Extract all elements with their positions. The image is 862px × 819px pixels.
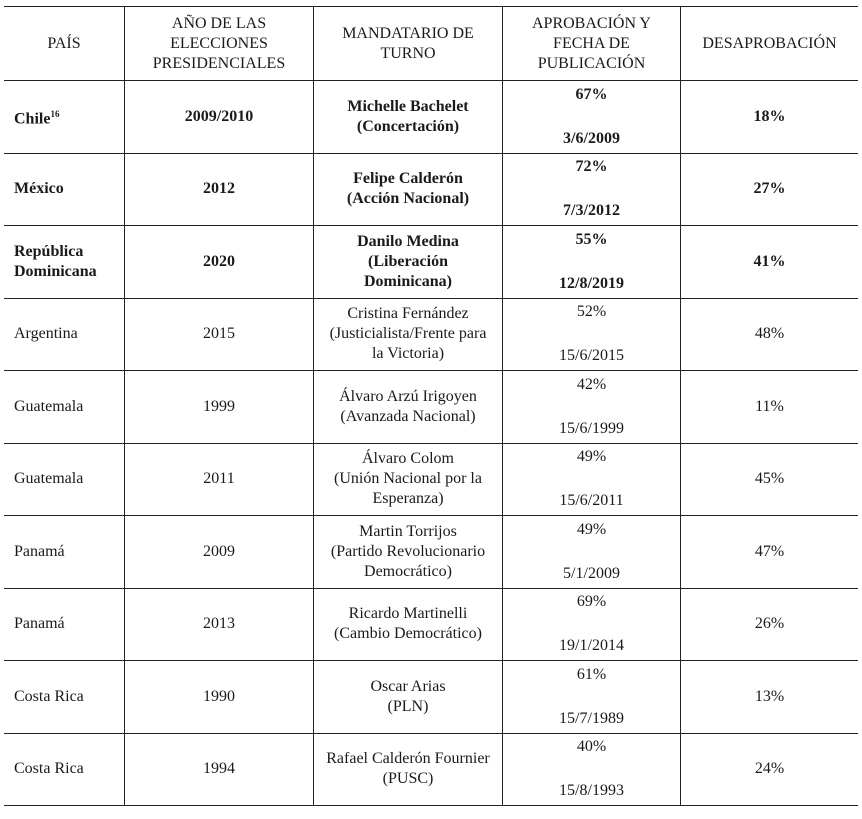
country-cell bbox=[4, 153, 125, 226]
approval-value: 67% bbox=[575, 85, 608, 103]
disapproval-cell: 47% bbox=[681, 516, 859, 589]
header-country: PAÍS bbox=[4, 7, 125, 81]
country: Panamá bbox=[14, 615, 65, 633]
leader-cell bbox=[314, 733, 503, 806]
year-cell: 2015 bbox=[125, 298, 314, 371]
leader-name: Ricardo Martinelli bbox=[348, 605, 468, 623]
disapproval-cell: 18% bbox=[681, 81, 859, 154]
approval-cell bbox=[503, 371, 681, 444]
leader-cell bbox=[314, 226, 503, 299]
leader-cell bbox=[314, 371, 503, 444]
leader-name: Cristina Fernández bbox=[347, 305, 469, 323]
publication-date: 5/1/2009 bbox=[563, 564, 620, 582]
approval-value: 52% bbox=[576, 303, 607, 321]
leader-name: Felipe Calderón bbox=[353, 170, 463, 188]
country-cell bbox=[4, 298, 125, 371]
leader-name: Michelle Bachelet bbox=[347, 97, 469, 115]
approval-value: 49% bbox=[576, 448, 607, 466]
approval-cell bbox=[503, 226, 681, 299]
approval-value: 55% bbox=[575, 230, 608, 248]
leader-cell bbox=[314, 661, 503, 734]
publication-date: 12/8/2019 bbox=[559, 274, 624, 292]
year-cell: 1999 bbox=[125, 371, 314, 444]
publication-date: 7/3/2012 bbox=[563, 202, 620, 220]
approval-value: 49% bbox=[576, 520, 607, 538]
approval-cell bbox=[503, 733, 681, 806]
approval-cell bbox=[503, 661, 681, 734]
country-cell bbox=[4, 588, 125, 661]
approval-cell bbox=[503, 443, 681, 516]
approval-cell bbox=[503, 588, 681, 661]
year-cell: 2009/2010 bbox=[125, 81, 314, 154]
disapproval-cell: 48% bbox=[681, 298, 859, 371]
election-approval-table bbox=[4, 6, 858, 806]
country: Chile bbox=[14, 110, 51, 128]
leader-cell bbox=[314, 153, 503, 226]
leader-cell bbox=[314, 443, 503, 516]
country: Costa Rica bbox=[14, 687, 84, 705]
leader-name: Danilo Medina bbox=[357, 232, 459, 250]
table-row bbox=[4, 81, 858, 154]
leader-name: Oscar Arias bbox=[370, 677, 446, 695]
leader-party: (Acción Nacional) bbox=[346, 190, 470, 208]
approval-cell bbox=[503, 298, 681, 371]
leader-cell bbox=[314, 298, 503, 371]
footnote-ref: 16 bbox=[50, 109, 60, 120]
leader-party: (Avanzada Nacional) bbox=[340, 407, 476, 425]
leader-name: Martin Torrijos bbox=[359, 522, 457, 540]
header-disapproval: DESAPROBACIÓN bbox=[681, 7, 859, 81]
year-cell: 2020 bbox=[125, 226, 314, 299]
country-cell bbox=[4, 661, 125, 734]
publication-date: 15/6/1999 bbox=[559, 419, 624, 437]
leader-party: (Unión Nacional por la Esperanza) bbox=[334, 470, 482, 508]
leader-party: (PLN) bbox=[387, 697, 429, 715]
country-cell bbox=[4, 516, 125, 589]
publication-date: 3/6/2009 bbox=[563, 129, 620, 147]
publication-date: 15/6/2015 bbox=[559, 347, 624, 365]
approval-cell bbox=[503, 516, 681, 589]
leader-name: Rafael Calderón Fournier bbox=[326, 750, 490, 768]
table-row bbox=[4, 661, 858, 734]
disapproval-cell: 41% bbox=[681, 226, 859, 299]
country: Guatemala bbox=[14, 397, 84, 415]
table-row bbox=[4, 443, 858, 516]
leader-name: Álvaro Arzú Irigoyen bbox=[339, 387, 477, 405]
approval-value: 72% bbox=[575, 158, 608, 176]
approval-value: 42% bbox=[576, 375, 607, 393]
table-row bbox=[4, 516, 858, 589]
country-cell bbox=[4, 733, 125, 806]
approval-cell bbox=[503, 153, 681, 226]
disapproval-cell: 45% bbox=[681, 443, 859, 516]
table-row bbox=[4, 733, 858, 806]
leader-party: (Partido Revolucionario Democrático) bbox=[330, 542, 486, 580]
leader-party: (Justicialista/Frente para la Victoria) bbox=[329, 325, 487, 363]
year-cell: 1994 bbox=[125, 733, 314, 806]
year-cell: 1990 bbox=[125, 661, 314, 734]
country: Panamá bbox=[14, 542, 65, 560]
table-row bbox=[4, 298, 858, 371]
leader-party: (Cambio Democrático) bbox=[334, 625, 482, 643]
publication-date: 15/7/1989 bbox=[559, 709, 624, 727]
table-row bbox=[4, 153, 858, 226]
leader-party: (PUSC) bbox=[382, 770, 434, 788]
table-row bbox=[4, 226, 858, 299]
country-cell bbox=[4, 443, 125, 516]
disapproval-cell: 27% bbox=[681, 153, 859, 226]
leader-cell bbox=[314, 516, 503, 589]
disapproval-cell: 26% bbox=[681, 588, 859, 661]
leader-party: (Liberación Dominicana) bbox=[364, 252, 452, 290]
country-cell bbox=[4, 226, 125, 299]
approval-cell bbox=[503, 81, 681, 154]
year-cell: 2011 bbox=[125, 443, 314, 516]
country-cell bbox=[4, 371, 125, 444]
country: México bbox=[14, 180, 64, 198]
disapproval-cell: 24% bbox=[681, 733, 859, 806]
table-row bbox=[4, 588, 858, 661]
table-row bbox=[4, 371, 858, 444]
approval-value: 61% bbox=[576, 665, 607, 683]
year-cell: 2013 bbox=[125, 588, 314, 661]
publication-date: 15/8/1993 bbox=[559, 782, 624, 800]
country: Guatemala bbox=[14, 470, 84, 488]
disapproval-cell: 11% bbox=[681, 371, 859, 444]
header-leader: MANDATARIO DE TURNO bbox=[314, 7, 503, 81]
disapproval-cell: 13% bbox=[681, 661, 859, 734]
publication-date: 15/6/2011 bbox=[559, 492, 624, 510]
year-cell: 2009 bbox=[125, 516, 314, 589]
country-cell bbox=[4, 81, 125, 154]
header-approval: APROBACIÓN Y FECHA DE PUBLICACIÓN bbox=[503, 7, 681, 81]
leader-cell bbox=[314, 588, 503, 661]
header-row bbox=[4, 7, 858, 81]
year-cell: 2012 bbox=[125, 153, 314, 226]
leader-party: (Concertación) bbox=[356, 117, 460, 135]
country: Costa Rica bbox=[14, 760, 84, 778]
approval-value: 40% bbox=[576, 738, 607, 756]
header-year: AÑO DE LAS ELECCIONES PRESIDENCIALES bbox=[125, 7, 314, 81]
country: República Dominicana bbox=[14, 242, 97, 280]
country: Argentina bbox=[14, 325, 78, 343]
leader-cell bbox=[314, 81, 503, 154]
publication-date: 19/1/2014 bbox=[559, 637, 624, 655]
approval-value: 69% bbox=[576, 593, 607, 611]
leader-name: Álvaro Colom bbox=[362, 450, 454, 468]
